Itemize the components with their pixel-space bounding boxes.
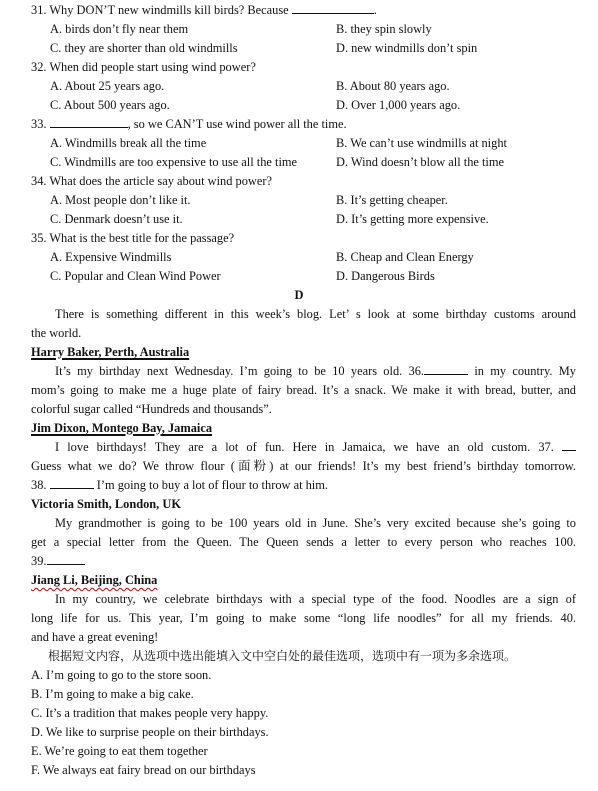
answer-blank-36: [424, 362, 468, 375]
question-stem-end: , so we CAN’T use wind power all the time.: [127, 117, 347, 131]
question-34: 34. What does the article say about wind power?: [31, 174, 272, 188]
option-34-d: D. It’s getting more expensive.: [336, 212, 489, 226]
answer-blank: [292, 1, 374, 14]
blog-jim-line-1: I love birthdays! They are a lot of fun. Here in Jamaica, we have an old custom. 37.: [31, 438, 576, 456]
option-31-a: A. birds don’t fly near them: [50, 22, 189, 36]
option-34-b: B. It’s getting cheaper.: [336, 193, 448, 207]
question-stem-end: .: [373, 3, 377, 17]
intro-line-1: There is something different in this week’s blog. Let’ s look at some birthday customs around: [55, 307, 576, 321]
blog-header-harry: Harry Baker, Perth, Australia: [31, 345, 190, 359]
blog-header-victoria: Victoria Smith, London, UK: [31, 497, 181, 511]
instruction-text: 根据短文内容，从选项中选出能填入文中空白处的最佳选项，选项中有一项为多余选项。: [48, 649, 517, 663]
choice-a: A. I’m going to go to the store soon.: [31, 668, 212, 682]
option-31-d: D. new windmills don’t spin: [336, 41, 478, 55]
option-32-a: A. About 25 years ago.: [50, 79, 165, 93]
intro-line-2: the world.: [31, 326, 82, 340]
question-32: 32. When did people start using wind power?: [31, 60, 256, 74]
option-34-c: C. Denmark doesn’t use it.: [50, 212, 183, 226]
question-31: [31, 1, 377, 19]
option-31-c: C. they are shorter than old windmills: [50, 41, 238, 55]
blog-harry-line-1: It’s my birthday next Wednesday. I’m going to be 10 years old. 36. in my country. My: [55, 364, 576, 378]
blog-jiang-line-3: and have a great evening!: [31, 630, 159, 644]
option-35-a: A. Expensive Windmills: [50, 250, 172, 264]
blog-header-jiang: Jiang Li, Beijing, China: [31, 573, 158, 587]
choice-e: E. We’re going to eat them together: [31, 744, 208, 758]
option-31-b: B. they spin slowly: [336, 22, 432, 36]
option-32-d: D. Over 1,000 years ago.: [336, 98, 461, 112]
option-32-c: C. About 500 years ago.: [50, 98, 170, 112]
question-stem: 31. Why DON’T new windmills kill birds? Because: [31, 3, 289, 17]
blog-victoria-line-1: My grandmother is going to be 100 years old in June. She’s very excited because she’s going to: [55, 516, 576, 530]
choice-c: C. It’s a tradition that makes people very happy.: [31, 706, 269, 720]
section-letter: D: [294, 288, 304, 302]
blog-victoria-line-3: 39.: [31, 552, 576, 570]
answer-blank-37: [562, 438, 576, 451]
blog-victoria-line-2: get a special letter from the Queen. The Queen sends a letter to every person who reaches 100.: [31, 535, 576, 549]
question-35: 35. What is the best title for the passage?: [31, 231, 235, 245]
answer-blank-39: [47, 552, 85, 565]
choice-d: D. We like to surprise people on their birthdays.: [31, 725, 269, 739]
blog-harry-line-2: mom’s going to make me a huge plate of fairy bread. It’s a snack. We make it with bread, butter, and: [31, 383, 576, 397]
option-35-b: B. Cheap and Clean Energy: [336, 250, 474, 264]
option-34-a: A. Most people don’t like it.: [50, 193, 191, 207]
blog-header-jim: Jim Dixon, Montego Bay, Jamaica: [31, 421, 213, 435]
blog-jiang-line-1: In my country, we celebrate birthdays with a special type of the food. Noodles are a sign of: [55, 592, 576, 606]
question-number: 33.: [31, 117, 47, 131]
answer-blank-38: [50, 476, 94, 489]
blog-harry-line-3: colorful sugar called “Hundreds and thousands”.: [31, 402, 272, 416]
option-33-c: C. Windmills are too expensive to use all the time: [50, 155, 298, 169]
option-33-b: B. We can’t use windmills at night: [336, 136, 507, 150]
choice-b: B. I’m going to make a big cake.: [31, 687, 194, 701]
answer-blank: [50, 115, 128, 128]
question-33: [31, 115, 347, 133]
option-32-b: B. About 80 years ago.: [336, 79, 450, 93]
option-33-a: A. Windmills break all the time: [50, 136, 207, 150]
option-33-d: D. Wind doesn’t blow all the time: [336, 155, 505, 169]
blog-jim-line-3: 38. I’m going to buy a lot of flour to throw at him.: [31, 478, 328, 492]
blog-jim-line-2: Guess what we do? We throw flour (面粉) at our friends! It’s my best friend’s birthday tomorrow.: [31, 459, 576, 473]
choice-f: F. We always eat fairy bread on our birthdays: [31, 763, 256, 777]
blog-jiang-line-2: long life for us. This year, I’m going to make some “long life noodles” for all my friends. 40.: [31, 611, 576, 625]
option-35-d: D. Dangerous Birds: [336, 269, 435, 283]
option-35-c: C. Popular and Clean Wind Power: [50, 269, 221, 283]
